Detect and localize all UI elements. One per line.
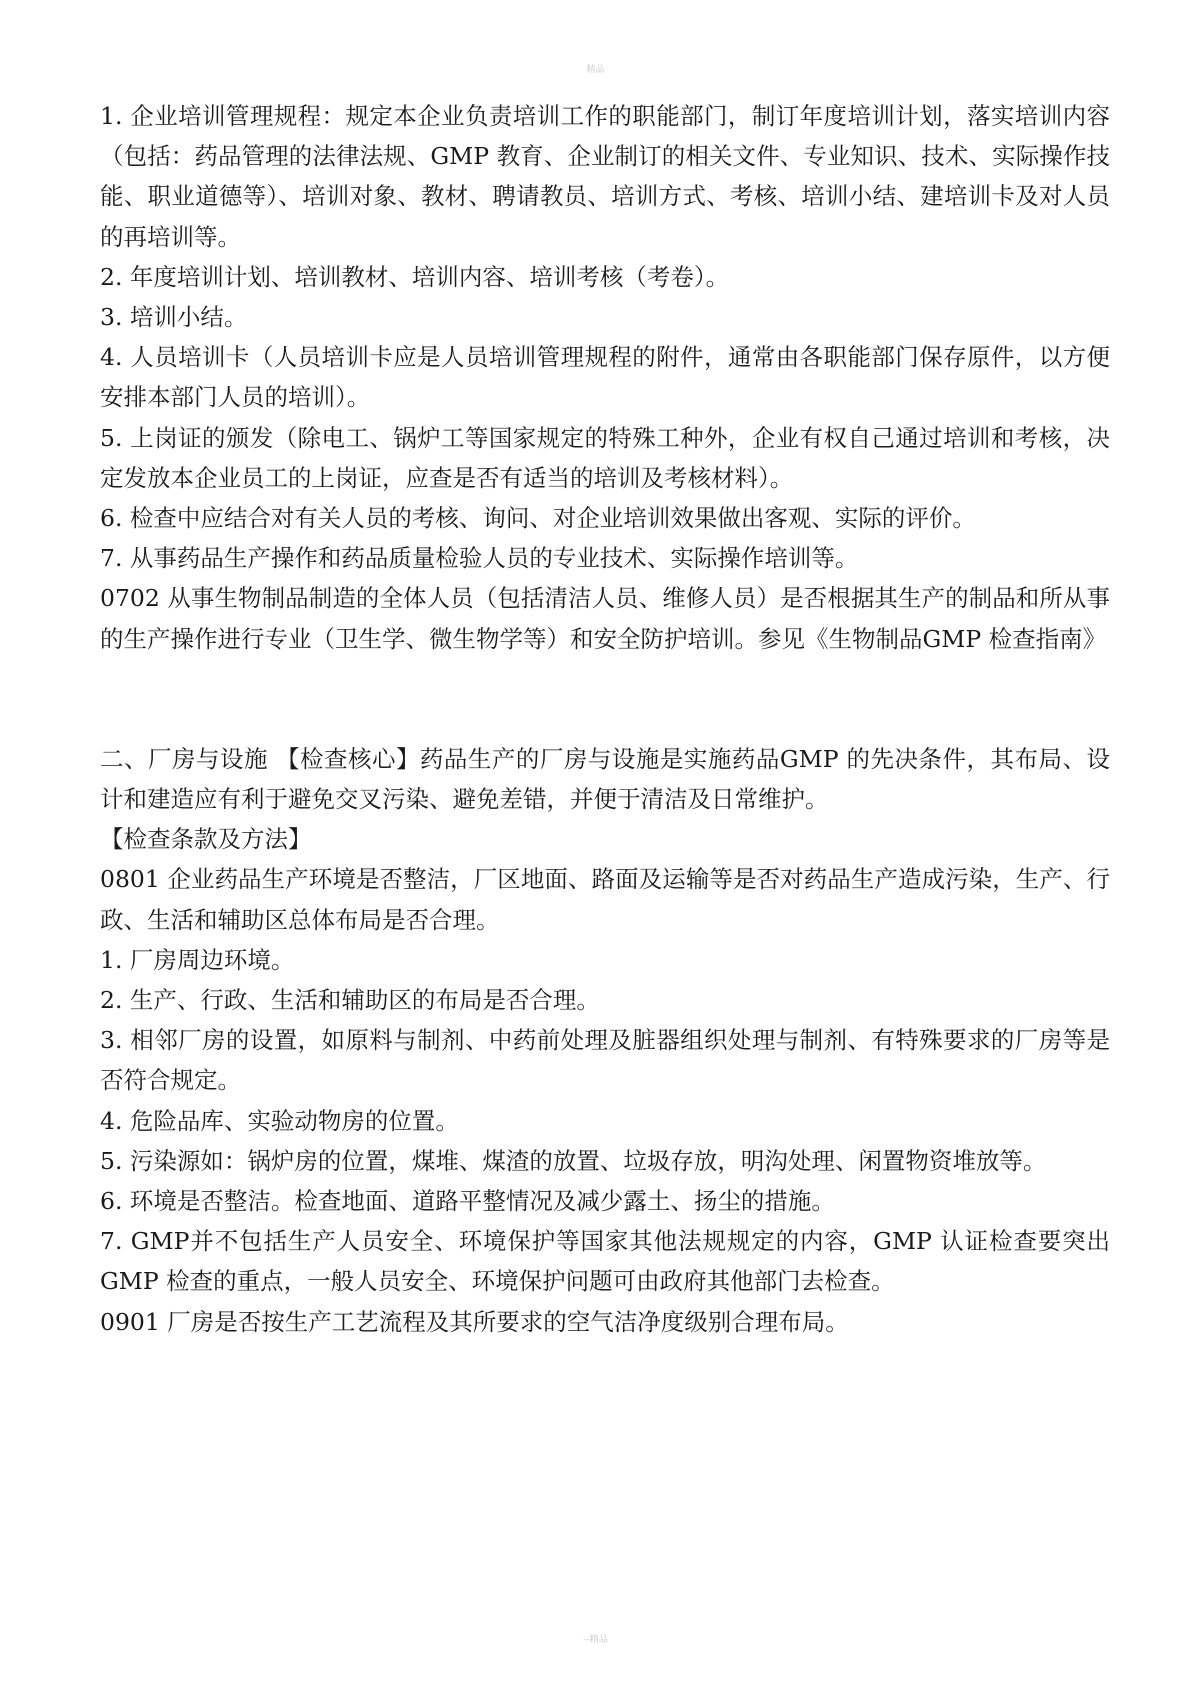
paragraph-pollution-sources: 5. 污染源如：锅炉房的位置，煤堆、煤渣的放置、垃圾存放，明沟处理、闲置物资堆放等。 (100, 1146, 1047, 1175)
paragraph-0801: 0801 企业药品生产环境是否整洁，厂区地面、路面及运输等是否对药品生产造成污染，生产、行政、生活和辅助区总体布局是否合理。 (100, 865, 1110, 934)
paragraph-post-certificate: 5. 上岗证的颁发（除电工、锅炉工等国家规定的特殊工种外，企业有权自己通过培训和考核，决定发放本企业员工的上岗证，应查是否有适当的培训及考核材料）。 (100, 423, 1110, 492)
document-body (100, 96, 1110, 1342)
paragraph-surroundings: 1. 厂房周边环境。 (100, 945, 295, 974)
paragraph-0702: 0702 从事生物制品制造的全体人员（包括清洁人员、维修人员）是否根据其生产的制品和所从事的生产操作进行专业（卫生学、微生物学等）和安全防护培训。参见《生物制品GMP 检查指南》 (100, 584, 1110, 653)
paragraph-annual-plan: 2. 年度培训计划、培训教材、培训内容、培训考核（考卷）。 (100, 262, 730, 291)
paragraph-training-summary: 3. 培训小结。 (100, 303, 248, 332)
paragraph-zone-layout: 2. 生产、行政、生活和辅助区的布局是否合理。 (100, 986, 600, 1015)
paragraph-gmp-scope: 7. GMP并不包括生产人员安全、环境保护等国家其他法规规定的内容，GMP 认证检查要突出GMP 检查的重点，一般人员安全、环境保护问题可由政府其他部门去检查。 (100, 1227, 1110, 1296)
paragraph-hazard-storage: 4. 危险品库、实验动物房的位置。 (100, 1106, 459, 1135)
paragraph-evaluation: 6. 检查中应结合对有关人员的考核、询问、对企业培训效果做出客观、实际的评价。 (100, 504, 976, 533)
section-heading-facilities: 二、厂房与设施 【检查核心】药品生产的厂房与设施是实施药品GMP 的先决条件，其布局、设计和建造应有利于避免交叉污染、避免差错，并便于清洁及日常维护。 (100, 744, 1110, 814)
subheading-inspection-methods: 【检查条款及方法】 (100, 825, 312, 854)
paragraph-technical-training: 7. 从事药品生产操作和药品质量检验人员的专业技术、实际操作培训等。 (100, 544, 859, 573)
paragraph-cleanliness: 6. 环境是否整洁。检查地面、道路平整情况及减少露土、扬尘的措施。 (100, 1187, 835, 1216)
paragraph-adjacent-buildings: 3. 相邻厂房的设置，如原料与制剂、中药前处理及脏器组织处理与制剂、有特殊要求的厂房等是否符合规定。 (100, 1026, 1110, 1095)
header-watermark: 精品 (586, 65, 605, 75)
footer-watermark: --精品 (583, 1635, 608, 1645)
paragraph-0901: 0901 厂房是否按生产工艺流程及其所要求的空气洁净度级别合理布局。 (100, 1307, 849, 1336)
paragraph-training-procedure: 1. 企业培训管理规程：规定本企业负责培训工作的职能部门，制订年度培训计划，落实培训内容（包括：药品管理的法律法规、GMP 教育、企业制订的相关文件、专业知识、技术、实际操作技能、职业道德等）、培训对象、教材、聘请教员、培训方式、考核、培训小结、建培训卡及对人员的再培训等。 (100, 102, 1110, 251)
paragraph-training-card: 4. 人员培训卡（人员培训卡应是人员培训管理规程的附件，通常由各职能部门保存原件，以方便安排本部门人员的培训）。 (100, 343, 1110, 412)
section-gap (100, 659, 1110, 739)
